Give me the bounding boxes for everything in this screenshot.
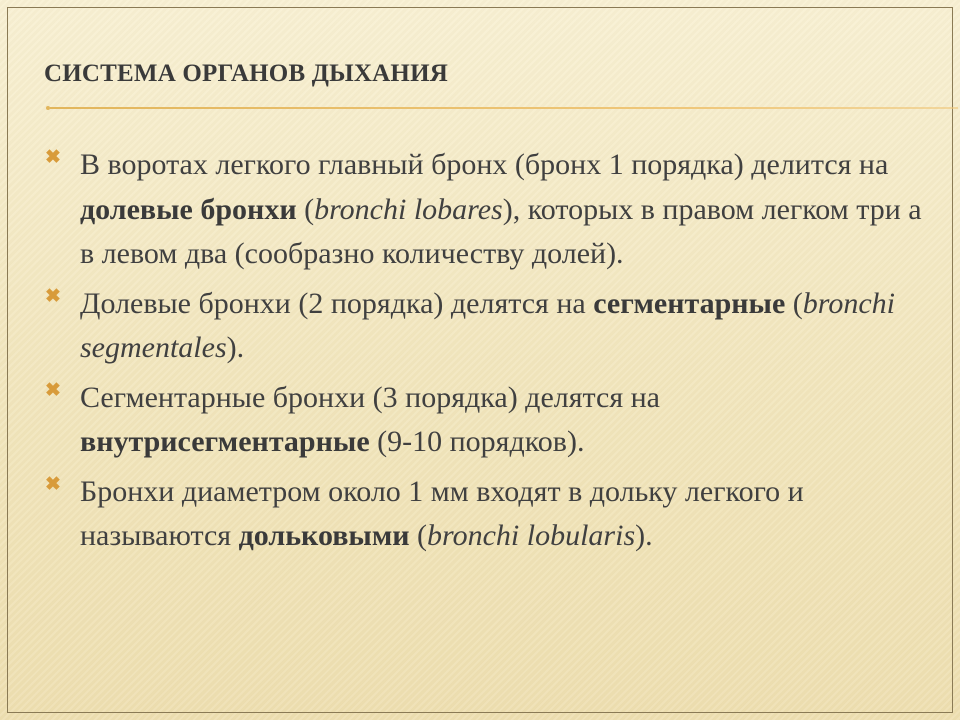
bullet-text: (9-10 порядков). bbox=[369, 425, 585, 458]
bullet-latin-term: bronchi lobares bbox=[314, 192, 503, 226]
bullet-item-2 bbox=[44, 282, 924, 371]
slide-title: СИСТЕМА ОРГАНОВ ДЫХАНИЯ bbox=[44, 60, 448, 87]
bullet-text: В воротах легкого главный бронх (бронх 1 порядка) делится на bbox=[80, 148, 889, 181]
bullet-bold-term: дольковыми bbox=[238, 519, 410, 552]
bullet-text: ( bbox=[785, 286, 803, 320]
bullet-text: ( bbox=[296, 192, 315, 226]
bullet-list bbox=[44, 143, 924, 564]
bullet-marker-icon: ✖ bbox=[45, 285, 61, 307]
bullet-bold-term: внутрисегментарные bbox=[80, 425, 370, 458]
bullet-text: ). bbox=[226, 331, 245, 364]
bullet-text: ( bbox=[409, 519, 428, 552]
bullet-item-3 bbox=[44, 376, 924, 465]
bullet-bold-term: долевые бронхи bbox=[80, 192, 297, 226]
bullet-text: Сегментарные бронхи (3 порядка) делятся на bbox=[80, 380, 660, 414]
bullet-marker-icon: ✖ bbox=[45, 147, 61, 168]
bullet-marker-icon: ✖ bbox=[45, 379, 61, 401]
bullet-item-1 bbox=[44, 143, 924, 277]
bullet-text: Бронхи диаметром около 1 мм входят в дольку легкого и называются bbox=[80, 474, 804, 552]
bullet-marker-icon: ✖ bbox=[45, 473, 61, 495]
bullet-latin-term: bronchi lobularis bbox=[427, 519, 636, 552]
bullet-text: ), которых в правом легком три а в левом два (сообразно количеству долей). bbox=[80, 192, 922, 270]
bullet-bold-term: сегментарные bbox=[593, 286, 786, 320]
bullet-text: ). bbox=[635, 519, 653, 552]
title-underline bbox=[50, 107, 958, 109]
bullet-text: Долевые бронхи (2 порядка) делятся на bbox=[80, 286, 594, 320]
bullet-item-4 bbox=[44, 470, 924, 559]
bullet-latin-term: bronchi segmentales bbox=[80, 286, 896, 364]
